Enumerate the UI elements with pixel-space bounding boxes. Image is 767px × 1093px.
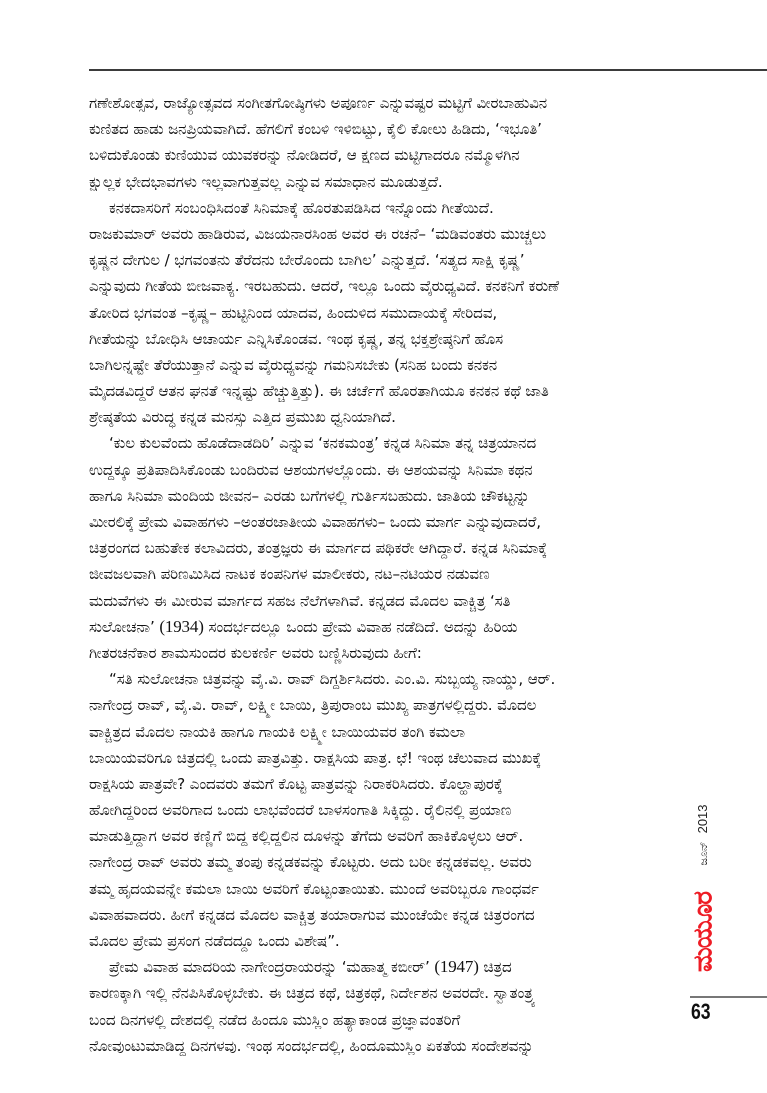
text-line: ಜೀವಜಲವಾಗಿ ಪರಿಣಮಿಸಿದ ನಾಟಕ ಕಂಪನಿಗಳ ಮಾಲೀಕರು, ನಟ–ನಟಿಯರ ನಡುವಣ [89,565,490,584]
text-line: ನಾಗೇಂದ್ರ ರಾವ್ ಅವರು ತಮ್ಮ ತಂಪು ಕನ್ನಡಕವನ್ನು ಕೊಟ್ಟರು. ಅದು ಬರೀ ಕನ್ನಡಕವಲ್ಲ. ಅವರು [89,853,532,872]
text-line: ಬಂದ ದಿನಗಳಲ್ಲಿ ದೇಶದಲ್ಲಿ ನಡೆದ ಹಿಂದೂ ಮುಸ್ಲಿಂ ಹತ್ಯಾಕಾಂಡ ಪ್ರಜ್ಞಾವಂತರಿಗೆ [89,1010,461,1029]
text-line: ಮದುವೆಗಳು ಈ ಮೀರುವ ಮಾರ್ಗದ ಸಹಜ ನೆಲೆಗಳಾಗಿವೆ. ಕನ್ನಡದ ಮೊದಲ ವಾಕ್ಚಿತ್ರ ‘ಸತಿ [89,591,511,610]
text-line: ವಿವಾಹವಾದರು. ಹೀಗೆ ಕನ್ನಡದ ಮೊದಲ ವಾಕ್ಚಿತ್ರ ತಯಾರಾಗುವ ಮುಂಚೆಯೇ ಕನ್ನಡ ಚಿತ್ರರಂಗದ [89,905,535,924]
text-line: ಶ್ರೇಷ್ಠತೆಯ ವಿರುದ್ಧ ಕನ್ನಡ ಮನಸ್ಸು ಎತ್ತಿದ ಪ್ರಮುಖ ಧ್ವನಿಯಾಗಿದೆ. [89,408,396,427]
text-line: ಚಿತ್ರರಂಗದ ಬಹುತೇಕ ಕಲಾವಿದರು, ತಂತ್ರಜ್ಞರು ಈ ಮಾರ್ಗದ ಪಥಿಕರೇ ಆಗಿದ್ದಾರೆ. ಕನ್ನಡ ಸಿನಿಮಾಕ್ಕೆ [89,539,548,558]
paragraph-start-line: ಕನಕದಾಸರಿಗೆ ಸಂಬಂಧಿಸಿದಂತೆ ಸಿನಿಮಾಕ್ಕೆ ಹೊರತುಪಡಿಸಿದ ಇನ್ನೊಂದು ಗೀತೆಯಿದೆ. [109,198,494,217]
text-line: ಕುಣಿತದ ಹಾಡು ಜನಪ್ರಿಯವಾಗಿದೆ. ಹೆಗಲಿಗೆ ಕಂಬಳಿ ಇಳಿಬಿಟ್ಟು, ಕೈಲಿ ಕೋಲು ಹಿಡಿದು, ‘ಇಭೂತಿ’ [89,120,542,139]
text-line: ನಾಗೇಂದ್ರ ರಾವ್, ವೈ.ವಿ. ರಾವ್, ಲಕ್ಷ್ಮೀ ಬಾಯಿ, ತ್ರಿಪುರಾಂಬ ಮುಖ್ಯ ಪಾತ್ರಗಳಲ್ಲಿದ್ದರು. ಮೊದಲ [89,696,537,715]
text-line: ಉದ್ದಕ್ಕೂ ಪ್ರತಿಪಾದಿಸಿಕೊಂಡು ಬಂದಿರುವ ಆಶಯಗಳಲ್ಲೊಂದು. ಈ ಆಶಯವನ್ನು ಸಿನಿಮಾ ಕಥನ [89,460,533,479]
text-line: ವಾಕ್ಚಿತ್ರದ ಮೊದಲ ನಾಯಕಿ ಹಾಗೂ ಗಾಯಕಿ ಲಕ್ಷ್ಮೀ ಬಾಯಿಯವರ ತಂಗಿ ಕಮಲಾ [89,722,465,741]
article-body [89,90,699,1059]
issue-month: ಜೂನ್ [697,841,710,866]
page-number: 63 [691,999,711,1024]
text-line: ರಾಜಕುಮಾರ್ ಅವರು ಹಾಡಿರುವ, ವಿಜಯನಾರಸಿಂಹ ಅವರ ಈ ರಚನೆ– ‘ಮಡಿವಂತರು ಮುಚ್ಚಲು [89,224,546,243]
issue-date [688,780,718,890]
text-line: ನೋವುಂಟುಮಾಡಿದ್ದ ದಿನಗಳವು. ಇಂಥ ಸಂದರ್ಭದಲ್ಲಿ, ಹಿಂದೂಮುಸ್ಲಿಂ ಏಕತೆಯ ಸಂದೇಶವನ್ನು [89,1036,534,1055]
text-line: ಬಾಗಿಲನ್ನಷ್ಟೇ ತೆರೆಯುತ್ತಾನೆ ಎನ್ನುವ ವೈರುಧ್ಯವನ್ನು ಗಮನಿಸಬೇಕು (ಸನಿಹ ಬಂದು ಕನಕನ [89,355,498,374]
text-line: ಹಾಗೂ ಸಿನಿಮಾ ಮಂದಿಯ ಜೀವನ– ಎರಡು ಬಗೆಗಳಲ್ಲಿ ಗುರ್ತಿಸಬಹುದು. ಜಾತಿಯ ಚೌಕಟ್ಟನ್ನು [89,486,530,505]
footer-rule [690,996,767,998]
year-reference: (1947) [434,957,479,977]
text-line: ಗೀತೆಯನ್ನು ಬೋಧಿಸಿ ಆಚಾರ್ಯ ಎನ್ನಿಸಿಕೊಂಡವ. ಇಂಥ ಕೃಷ್ಣ, ತನ್ನ ಭಕ್ತಶ್ರೇಷ್ಠನಿಗೆ ಹೊಸ [89,329,504,348]
text-line: ಮೀರಲಿಕ್ಕೆ ಪ್ರೇಮ ವಿವಾಹಗಳು –ಅಂತರಜಾತೀಯ ವಿವಾಹಗಳು– ಒಂದು ಮಾರ್ಗ ಎನ್ನುವುದಾದರೆ, [89,513,541,531]
text-line: ಮಾಡುತ್ತಿದ್ದಾಗ ಅವರ ಕಣ್ಣಿಗೆ ಬಿದ್ದ ಕಲ್ಲಿದ್ದಲಿನ ದೂಳನ್ನು ತೆಗೆದು ಅವರಿಗೆ ಹಾಕಿಕೊಳ್ಳಲು ಆರ್. [89,827,524,846]
text-line: ಕಾರಣಕ್ಕಾಗಿ ಇಲ್ಲಿ ನೆನಪಿಸಿಕೊಳ್ಳಬೇಕು. ಈ ಚಿತ್ರದ ಕಥೆ, ಚಿತ್ರಕಥೆ, ನಿರ್ದೇಶನ ಅವರದೇ. ಸ್ವಾತಂತ್ರ್ಯ [89,984,536,1003]
text-line: ಎನ್ನುವುದು ಗೀತೆಯ ಬೀಜವಾಕ್ಯ. ಇರಬಹುದು. ಆದರೆ, ಇಲ್ಲೂ ಒಂದು ವೈರುಧ್ಯವಿದೆ. ಕನಕನಿಗೆ ಕರುಣೆ [89,277,559,296]
text-line: ಗಣೇಶೋತ್ಸವ, ರಾಜ್ಯೋತ್ಸವದ ಸಂಗೀತಗೋಷ್ಠಿಗಳು ಅಪೂರ್ಣ ಎನ್ನುವಷ್ಟರ ಮಟ್ಟಿಗೆ ವೀರಬಾಹುವಿನ [89,94,548,112]
paragraph-start-line: ‘ಕುಲ ಕುಲವೆಂದು ಹೊಡೆದಾಡದಿರಿ’ ಎನ್ನುವ ‘ಕನಕಮಂತ್ರ’ ಕನ್ನಡ ಸಿನಿಮಾ ತನ್ನ ಚಿತ್ರಯಾನದ [109,434,537,453]
magazine-name: ಮಯೂರ [688,892,719,972]
magazine-logo [684,888,724,976]
paragraph-start-line: “ಸತಿ ಸುಲೋಚನಾ ಚಿತ್ರವನ್ನು ವೈ.ವಿ. ರಾವ್ ದಿಗ್ದರ್ಶಿಸಿದರು. ಎಂ.ವಿ. ಸುಬ್ಬಯ್ಯ ನಾಯ್ಡು, ಆರ್. [109,670,556,689]
text-line: ಹೋಗಿದ್ದರಿಂದ ಅವರಿಗಾದ ಒಂದು ಲಾಭವೆಂದರೆ ಬಾಳಸಂಗಾತಿ ಸಿಕ್ಕಿದ್ದು. ರೈಲಿನಲ್ಲಿ ಪ್ರಯಾಣ [89,801,512,820]
issue-year: 2013 [695,804,710,834]
text-line: ರಾಕ್ಷಸಿಯ ಪಾತ್ರವೇ? ಎಂದವರು ತಮಗೆ ಕೊಟ್ಟ ಪಾತ್ರವನ್ನು ನಿರಾಕರಿಸಿದರು. ಕೊಲ್ಹಾಪುರಕ್ಕೆ [89,774,503,793]
text-line: ಕೃಷ್ಣನ ದೇಗುಲ / ಭಗವಂತನು ತೆರೆದನು ಬೇರೊಂದು ಬಾಗಿಲ’ ಎನ್ನುತ್ತದೆ. ‘ಸತ್ಯದ ಸಾಕ್ಷಿ ಕೃಷ್ಣ’ [89,251,525,270]
text-line: ತೋರಿದ ಭಗವಂತ –ಕೃಷ್ಣ– ಹುಟ್ಟಿನಿಂದ ಯಾದವ, ಹಿಂದುಳಿದ ಸಮುದಾಯಕ್ಕೆ ಸೇರಿದವ, [89,303,498,322]
text-line: ಬಾಯಿಯವರಿಗೂ ಚಿತ್ರದಲ್ಲಿ ಒಂದು ಪಾತ್ರವಿತ್ತು. ರಾಕ್ಷಸಿಯ ಪಾತ್ರ. ಛೆ! ಇಂಥ ಚೆಲುವಾದ ಮುಖಕ್ಕೆ [89,748,542,767]
text-line: ಬಳಿದುಕೊಂಡು ಕುಣಿಯುವ ಯುವಕರನ್ನು ನೋಡಿದರೆ, ಆ ಕ್ಷಣದ ಮಟ್ಟಿಗಾದರೂ ನಮ್ಮೊಳಗಿನ [89,146,520,165]
text-line: ಕ್ಷುಲ್ಲಕ ಭೇದಭಾವಗಳು ಇಲ್ಲವಾಗುತ್ತವಲ್ಲ ಎನ್ನುವ ಸಮಾಧಾನ ಮೂಡುತ್ತದೆ. [89,172,443,191]
text-line: ಮೊದಲ ಪ್ರೇಮ ಪ್ರಸಂಗ ನಡೆದದ್ದೂ ಒಂದು ವಿಶೇಷ”. [89,932,340,950]
paragraph-start-line: ಪ್ರೇಮ ವಿವಾಹ ಮಾದರಿಯ ನಾಗೇಂದ್ರರಾಯರನ್ನು ‘ಮಹಾತ್ಮ ಕಬೀರ್’ (1947) ಚಿತ್ರದ [109,957,512,977]
header-rule [89,69,767,71]
text-line: ತಮ್ಮ ಹೃದಯವನ್ನೇ ಕಮಲಾ ಬಾಯಿ ಅವರಿಗೆ ಕೊಟ್ಟಂತಾಯಿತು. ಮುಂದೆ ಅವರಿಬ್ಬರೂ ಗಾಂಧರ್ವ [89,879,539,898]
year-reference: (1934) [159,616,204,636]
text-line: ಗೀತರಚನೆಕಾರ ಶಾಮಸುಂದರ ಕುಲಕರ್ಣಿ ಅವರು ಬಣ್ಣಿಸಿರುವುದು ಹೀಗೆ: [89,643,422,662]
text-line: ಮೈದಡವಿದ್ದರೆ ಆತನ ಘನತೆ ಇನ್ನಷ್ಟು ಹೆಚ್ಚುತ್ತಿತ್ತು). ಈ ಚರ್ಚೆಗೆ ಹೊರತಾಗಿಯೂ ಕನಕನ ಕಥೆ ಜಾತಿ [89,382,549,401]
text-line: ಸುಲೋಚನಾ’ (1934) ಸಂದರ್ಭದಲ್ಲೂ ಒಂದು ಪ್ರೇಮ ವಿವಾಹ ನಡೆದಿದೆ. ಅದನ್ನು ಹಿರಿಯ [89,616,518,636]
